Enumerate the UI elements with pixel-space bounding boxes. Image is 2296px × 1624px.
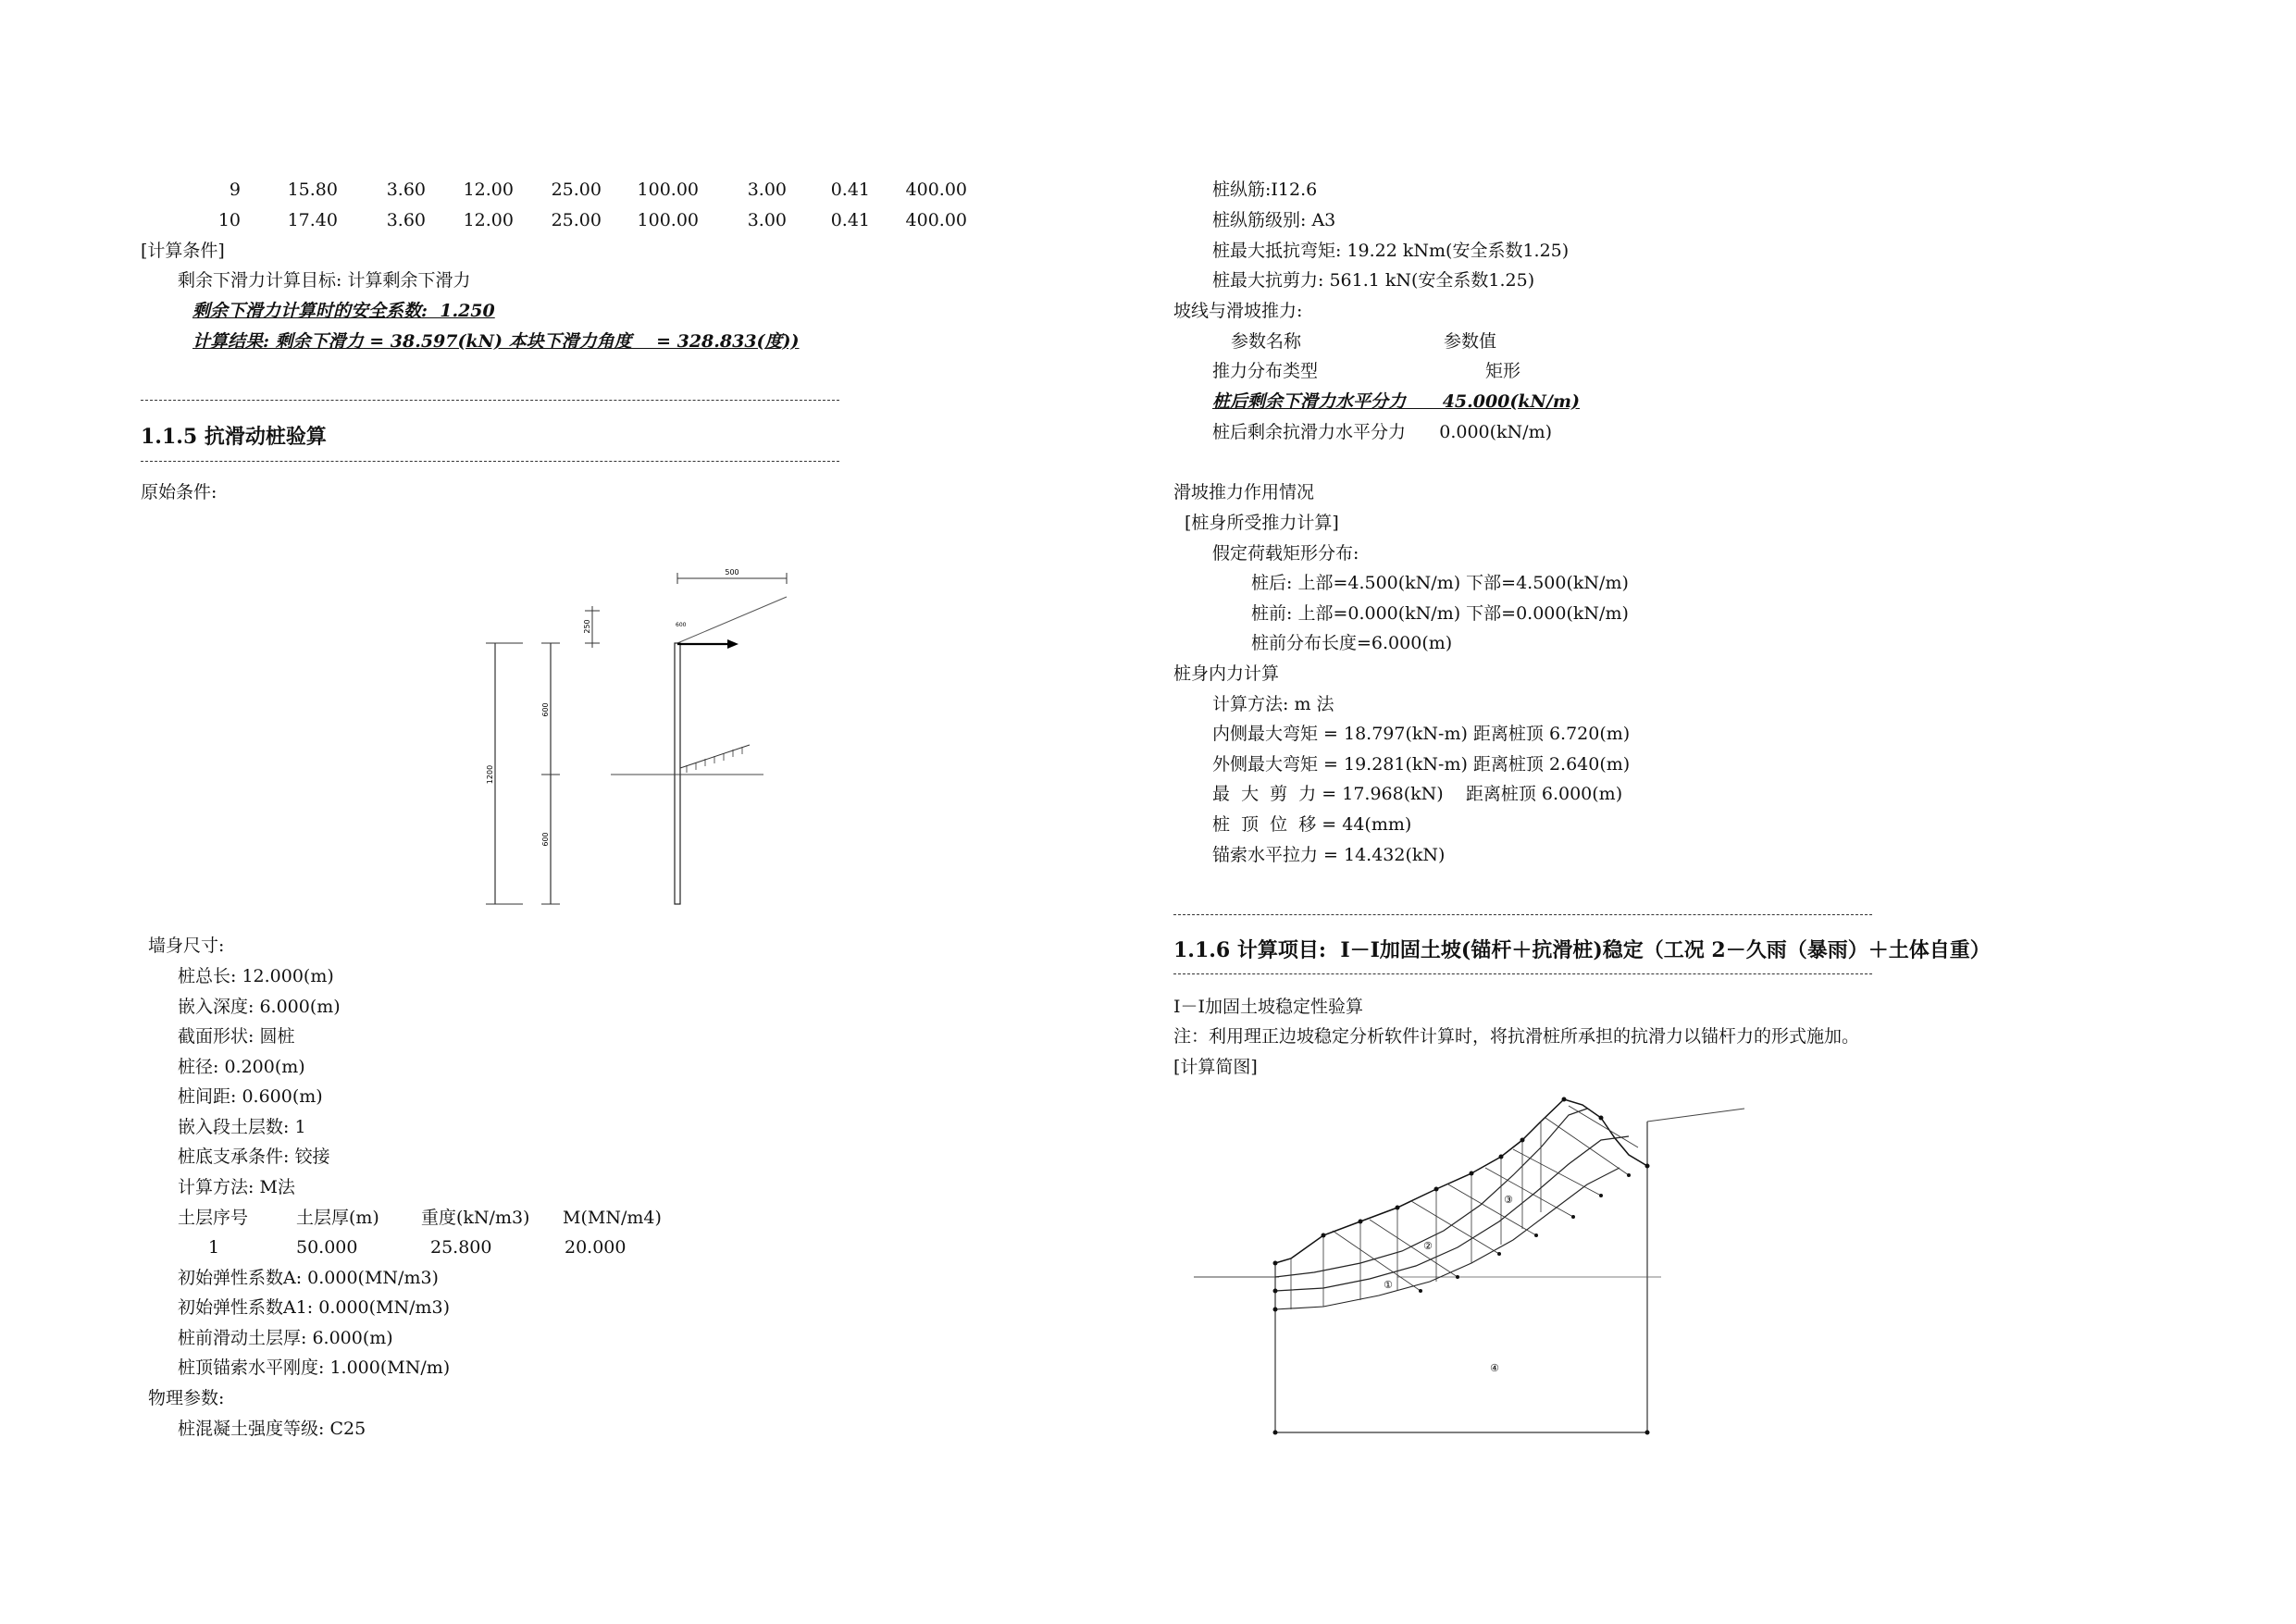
- param-line: 截面形状: 圆桩: [178, 1026, 295, 1047]
- pile-tag: 600: [676, 622, 687, 628]
- stability-check-title: Ⅰ－Ⅰ加固土坡稳定性验算: [1173, 997, 1364, 1017]
- pile-line: 桩最大抗剪力: 561.1 kN(安全系数1.25): [1212, 270, 1535, 291]
- table-cell: 3.00: [747, 180, 787, 200]
- table-cell: 100.00: [637, 180, 699, 200]
- soil-header: 重度(kN/m3): [421, 1208, 530, 1228]
- pile-drawing: [481, 560, 796, 911]
- table-cell: 400.00: [905, 210, 967, 230]
- result-line: 外侧最大弯矩 = 19.281(kN-m) 距离桩顶 2.640(m): [1212, 754, 1631, 775]
- table-cell: 25.00: [551, 210, 602, 230]
- original-conditions-label: 原始条件:: [141, 482, 217, 502]
- pile-line: 桩纵筋:I12.6: [1212, 180, 1318, 200]
- soil-label: ②: [1423, 1240, 1433, 1252]
- result-line: 最 大 剪 力 = 17.968(kN) 距离桩顶 6.000(m): [1212, 784, 1623, 804]
- table-cell: 100.00: [637, 210, 699, 230]
- param-line: 桩总长: 12.000(m): [178, 966, 334, 986]
- dim-top-label: 500: [725, 568, 739, 576]
- diagram-title: [计算简图]: [1173, 1057, 1258, 1077]
- dim-lower-label: 600: [541, 832, 550, 847]
- divider: [1173, 973, 1872, 974]
- soil-label: ③: [1504, 1194, 1513, 1206]
- table-cell: 15.80: [287, 180, 338, 200]
- section-title-115: 1.1.5 抗滑动桩验算: [141, 425, 327, 449]
- calc-target: 剩余下滑力计算目标: 计算剩余下滑力: [178, 270, 471, 291]
- result-line: 锚索水平拉力 = 14.432(kN): [1212, 845, 1446, 865]
- param-line: 初始弹性系数A1: 0.000(MN/m3): [178, 1297, 451, 1318]
- soil-cell: 50.000: [296, 1237, 358, 1258]
- table-cell: 25.00: [551, 180, 602, 200]
- dim-small-label: 250: [583, 619, 591, 634]
- param-line: 桩前滑动土层厚: 6.000(m): [178, 1328, 393, 1348]
- slope-thrust-title: 坡线与滑坡推力:: [1173, 301, 1303, 321]
- pile-line: 桩纵筋级别: A3: [1212, 210, 1336, 230]
- front-length: 桩前分布长度=6.000(m): [1251, 633, 1453, 653]
- table-cell: 9: [229, 180, 241, 200]
- divider: [141, 461, 839, 462]
- physical-params-label: 物理参数:: [148, 1388, 225, 1408]
- table-cell: 12.00: [463, 180, 514, 200]
- result-line: 内侧最大弯矩 = 18.797(kN-m) 距离桩顶 6.720(m): [1212, 724, 1631, 744]
- table-cell: 400.00: [905, 180, 967, 200]
- soil-header: M(MN/m4): [563, 1208, 662, 1228]
- table-cell: 0.41: [830, 180, 870, 200]
- calc-conditions-label: [计算条件]: [141, 241, 225, 261]
- wall-size-label: 墙身尺寸:: [148, 936, 225, 956]
- concrete-grade: 桩混凝土强度等级: C25: [178, 1419, 366, 1439]
- soil-label: ①: [1384, 1279, 1393, 1291]
- soil-cell: 25.800: [430, 1237, 492, 1258]
- section-title-116: 1.1.6 计算项目: Ⅰ－Ⅰ加固土坡(锚杆＋抗滑桩)稳定（工况 2－久雨（暴雨）＋土体自重）: [1173, 938, 1991, 962]
- param-line: 桩径: 0.200(m): [178, 1057, 305, 1077]
- thrust-action-title: 滑坡推力作用情况: [1173, 482, 1315, 502]
- param-line: 初始弹性系数A: 0.000(MN/m3): [178, 1268, 439, 1288]
- soil-header: 土层序号: [178, 1208, 249, 1228]
- dim-total-label: 1200: [486, 764, 494, 785]
- param-line: 桩顶锚索水平刚度: 1.000(MN/m): [178, 1357, 451, 1378]
- behind-load: 桩后: 上部=4.500(kN/m) 下部=4.500(kN/m): [1251, 573, 1629, 593]
- safety-factor: 剩余下滑力计算时的安全系数: 1.250: [192, 301, 495, 321]
- soil-cell: 20.000: [565, 1237, 627, 1258]
- param-name-header: 参数名称: [1231, 331, 1302, 352]
- table-cell: 3.00: [747, 210, 787, 230]
- result-line: 桩 顶 位 移 = 44(mm): [1212, 814, 1412, 835]
- pile-line: 桩最大抵抗弯矩: 19.22 kNm(安全系数1.25): [1212, 241, 1570, 261]
- dist-type-value: 矩形: [1485, 361, 1521, 381]
- pile-thrust-calc-label: [桩身所受推力计算]: [1185, 513, 1339, 533]
- calc-method: 计算方法: m 法: [1212, 694, 1334, 714]
- behind-residual-force: 桩后剩余下滑力水平分力 45.000(kN/m): [1212, 391, 1580, 412]
- soil-label: ④: [1490, 1362, 1499, 1374]
- soil-header: 土层厚(m): [296, 1208, 379, 1228]
- calc-note: 注：利用理正边坡稳定分析软件计算时，将抗滑桩所承担的抗滑力以锚杆力的形式施加。: [1173, 1026, 1860, 1047]
- divider: [1173, 914, 1872, 915]
- assume-rect-label: 假定荷载矩形分布:: [1212, 543, 1359, 564]
- table-cell: 10: [217, 210, 241, 230]
- behind-anti-force: 桩后剩余抗滑力水平分力 0.000(kN/m): [1212, 422, 1553, 442]
- param-line: 嵌入段土层数: 1: [178, 1117, 306, 1137]
- dist-type-label: 推力分布类型: [1212, 361, 1319, 381]
- table-cell: 3.60: [386, 180, 426, 200]
- param-line: 桩底支承条件: 铰接: [178, 1147, 330, 1167]
- internal-force-title: 桩身内力计算: [1173, 663, 1280, 684]
- table-cell: 3.60: [386, 210, 426, 230]
- slope-stability-diagram: [1194, 1083, 1768, 1448]
- table-cell: 17.40: [287, 210, 338, 230]
- param-line: 桩间距: 0.600(m): [178, 1086, 323, 1107]
- soil-cell: 1: [208, 1237, 220, 1258]
- table-cell: 12.00: [463, 210, 514, 230]
- front-load: 桩前: 上部=0.000(kN/m) 下部=0.000(kN/m): [1251, 603, 1629, 624]
- param-line: 嵌入深度: 6.000(m): [178, 997, 341, 1017]
- divider: [141, 400, 839, 401]
- table-cell: 0.41: [830, 210, 870, 230]
- param-value-header: 参数值: [1444, 331, 1497, 352]
- param-line: 计算方法: M法: [178, 1177, 295, 1197]
- calc-result: 计算结果: 剩余下滑力 = 38.597(kN) 本块下滑力角度 = 328.833(度)): [192, 331, 800, 352]
- dim-upper-label: 600: [541, 702, 550, 717]
